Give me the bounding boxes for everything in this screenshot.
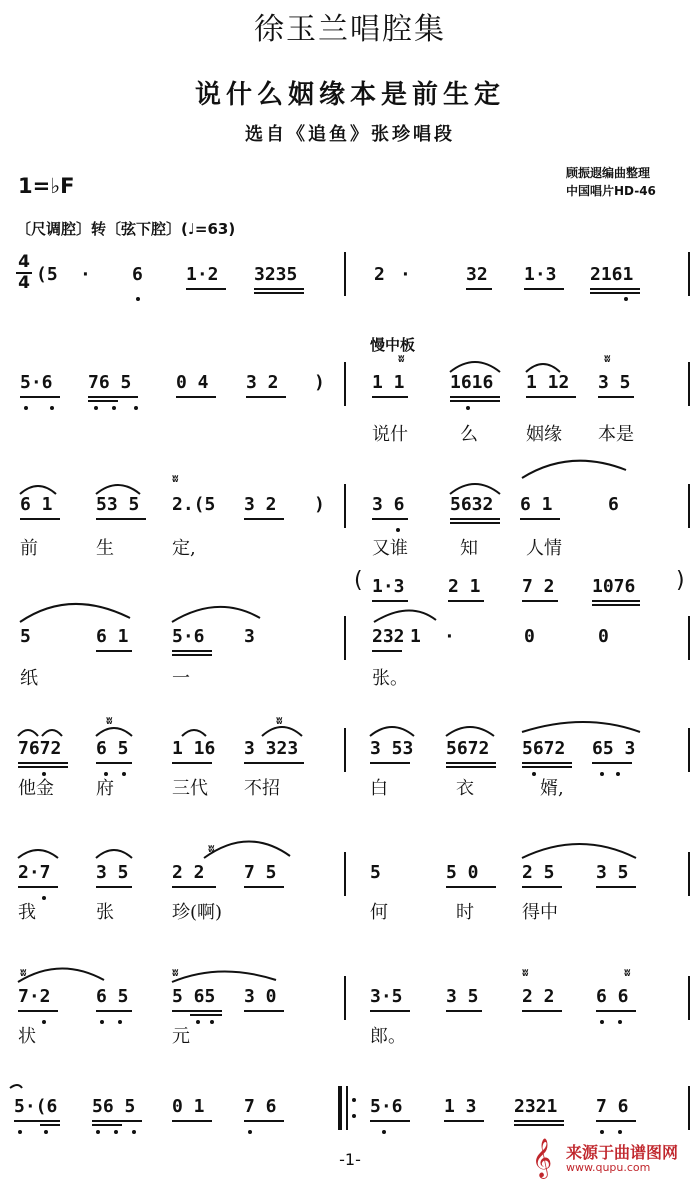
note: · xyxy=(80,264,91,285)
lyric: 衣 xyxy=(456,778,474,799)
note: (5 xyxy=(36,264,58,285)
note: 3 5 xyxy=(596,862,629,883)
note: 5·6 xyxy=(370,1096,403,1117)
lyric: 得中 xyxy=(522,902,558,923)
note: 1 3 xyxy=(444,1096,477,1117)
note: 5672 xyxy=(522,738,566,759)
note: 3 5 xyxy=(446,986,479,1007)
treble-clef-logo-icon: 𝄞 xyxy=(532,1138,553,1178)
note: 3 2 xyxy=(244,494,277,515)
note: 2 2 xyxy=(172,862,205,883)
note: 3 5 xyxy=(598,372,631,393)
note: 5632 xyxy=(450,494,494,515)
note: 6 xyxy=(608,494,619,515)
note: 6 1 xyxy=(520,494,553,515)
note: 5 xyxy=(20,626,31,647)
note: 1 xyxy=(410,626,421,647)
note: 2 5 xyxy=(522,862,555,883)
lyric: 生 xyxy=(96,538,114,559)
note: 2·7 xyxy=(18,862,51,883)
note: 3235 xyxy=(254,264,298,285)
note: 0 4 xyxy=(176,372,209,393)
lyric: 白 xyxy=(370,778,388,799)
note: 3 6 xyxy=(372,494,405,515)
note: 3 2 xyxy=(246,372,279,393)
lyric: 前 xyxy=(20,538,38,559)
svg-text:ʬ: ʬ xyxy=(106,714,113,727)
lyric: 姻缘 xyxy=(526,424,562,445)
lyric: 我 xyxy=(18,902,36,923)
svg-text:ʬ: ʬ xyxy=(624,966,631,979)
svg-text:ʬ: ʬ xyxy=(20,966,27,979)
note: 5 0 xyxy=(446,862,479,883)
lyric: 人情 xyxy=(526,538,562,559)
paren-open: ( xyxy=(354,568,363,593)
lyric: 不招 xyxy=(244,778,280,799)
note: 6 5 xyxy=(96,738,129,759)
note: 5 xyxy=(370,862,381,883)
svg-text:ʬ: ʬ xyxy=(522,966,529,979)
watermark-text: 来源于曲谱图网 xyxy=(566,1143,679,1162)
note: 56 5 xyxy=(92,1096,136,1117)
lyric: 珍(啊) xyxy=(172,902,223,923)
note: 2.(5 xyxy=(172,494,216,515)
note: 1·3 xyxy=(372,576,405,597)
lyric: 府 xyxy=(96,778,114,799)
note: 2 1 xyxy=(448,576,481,597)
credit-record: 中国唱片HD-46 xyxy=(566,184,656,198)
tempo-marking: 慢中板 xyxy=(370,336,416,354)
lyric: 纸 xyxy=(20,668,38,689)
note: 1 1 xyxy=(372,372,405,393)
lyric: 知 xyxy=(460,538,478,559)
svg-text:ʬ: ʬ xyxy=(276,714,283,727)
lyric: 说什 xyxy=(372,424,408,445)
note: 7 5 xyxy=(244,862,277,883)
note: 6 xyxy=(132,264,143,285)
note: 232 xyxy=(372,626,405,647)
collection-title: 徐玉兰唱腔集 xyxy=(254,12,446,47)
note: 2161 xyxy=(590,264,634,285)
note: 3·5 xyxy=(370,986,403,1007)
note: 3 53 xyxy=(370,738,414,759)
song-title: 说什么姻缘本是前生定 xyxy=(194,80,505,110)
note: 1·3 xyxy=(524,264,557,285)
note: 53 5 xyxy=(96,494,140,515)
lyric: 郎。 xyxy=(370,1026,406,1047)
lyric: 么 xyxy=(460,424,478,445)
lyric: 三代 xyxy=(172,778,208,799)
note: 3 5 xyxy=(96,862,129,883)
note: 1616 xyxy=(450,372,494,393)
note: 2 xyxy=(374,264,385,285)
note: 7 2 xyxy=(522,576,555,597)
lyric: 元 xyxy=(172,1026,190,1047)
lyric: 婿, xyxy=(540,778,564,799)
note: 65 3 xyxy=(592,738,636,759)
note: 3 323 xyxy=(244,738,299,759)
note: ) xyxy=(314,372,325,393)
lyric: 何 xyxy=(370,902,388,923)
note: 5·6 xyxy=(20,372,53,393)
song-subtitle: 选自《追鱼》张珍唱段 xyxy=(245,124,455,145)
note: 5 65 xyxy=(172,986,216,1007)
note: 6 6 xyxy=(596,986,629,1007)
meter-bottom: 4 xyxy=(18,273,30,293)
watermark-url: www.qupu.com xyxy=(566,1161,651,1174)
svg-text:ʬ: ʬ xyxy=(604,352,611,365)
note: 3 0 xyxy=(244,986,277,1007)
note: 5672 xyxy=(446,738,490,759)
svg-text:ʬ: ʬ xyxy=(172,966,179,979)
lyric: 本是 xyxy=(598,424,634,445)
lyric: 张。 xyxy=(372,668,408,689)
note: 7 6 xyxy=(244,1096,277,1117)
meter-top: 4 xyxy=(18,252,30,272)
note: 7·2 xyxy=(18,986,51,1007)
note: 1 16 xyxy=(172,738,216,759)
paren-close: ) xyxy=(676,568,685,593)
note: 3 xyxy=(244,626,255,647)
key-signature: 1=♭F xyxy=(18,174,75,198)
note: 7672 xyxy=(18,738,62,759)
lyric: 状 xyxy=(18,1026,36,1047)
page-number: -1- xyxy=(339,1150,361,1169)
lyric: 张 xyxy=(96,902,114,923)
tempo-line: 〔尺调腔〕转〔弦下腔〕(♩=63) xyxy=(16,220,236,238)
note: 32 xyxy=(466,264,488,285)
note: 2321 xyxy=(514,1096,558,1117)
credit-arranger: 顾振遐编曲整理 xyxy=(566,166,651,180)
note: 1076 xyxy=(592,576,636,597)
note: 0 xyxy=(598,626,609,647)
note: 1 12 xyxy=(526,372,570,393)
note: 7 6 xyxy=(596,1096,629,1117)
note: · xyxy=(444,626,455,647)
svg-text:ʬ: ʬ xyxy=(172,472,179,485)
note: 5·6 xyxy=(172,626,205,647)
note: 5·(6 xyxy=(14,1096,58,1117)
svg-text:ʬ: ʬ xyxy=(208,842,215,855)
note: 0 1 xyxy=(172,1096,205,1117)
lyric: 又谁 xyxy=(372,538,408,559)
note: 0 xyxy=(524,626,535,647)
note: ) xyxy=(314,494,325,515)
note: 2 2 xyxy=(522,986,555,1007)
lyric: 时 xyxy=(456,902,474,923)
note: · xyxy=(400,264,411,285)
lyric: 他金 xyxy=(18,778,54,799)
svg-text:ʬ: ʬ xyxy=(398,352,405,365)
note: 6 5 xyxy=(96,986,129,1007)
lyric: 一 xyxy=(172,668,190,689)
note: 1·2 xyxy=(186,264,219,285)
note: 6 1 xyxy=(20,494,53,515)
lyric: 定, xyxy=(172,538,196,559)
note: 76 5 xyxy=(88,372,132,393)
note: 6 1 xyxy=(96,626,129,647)
